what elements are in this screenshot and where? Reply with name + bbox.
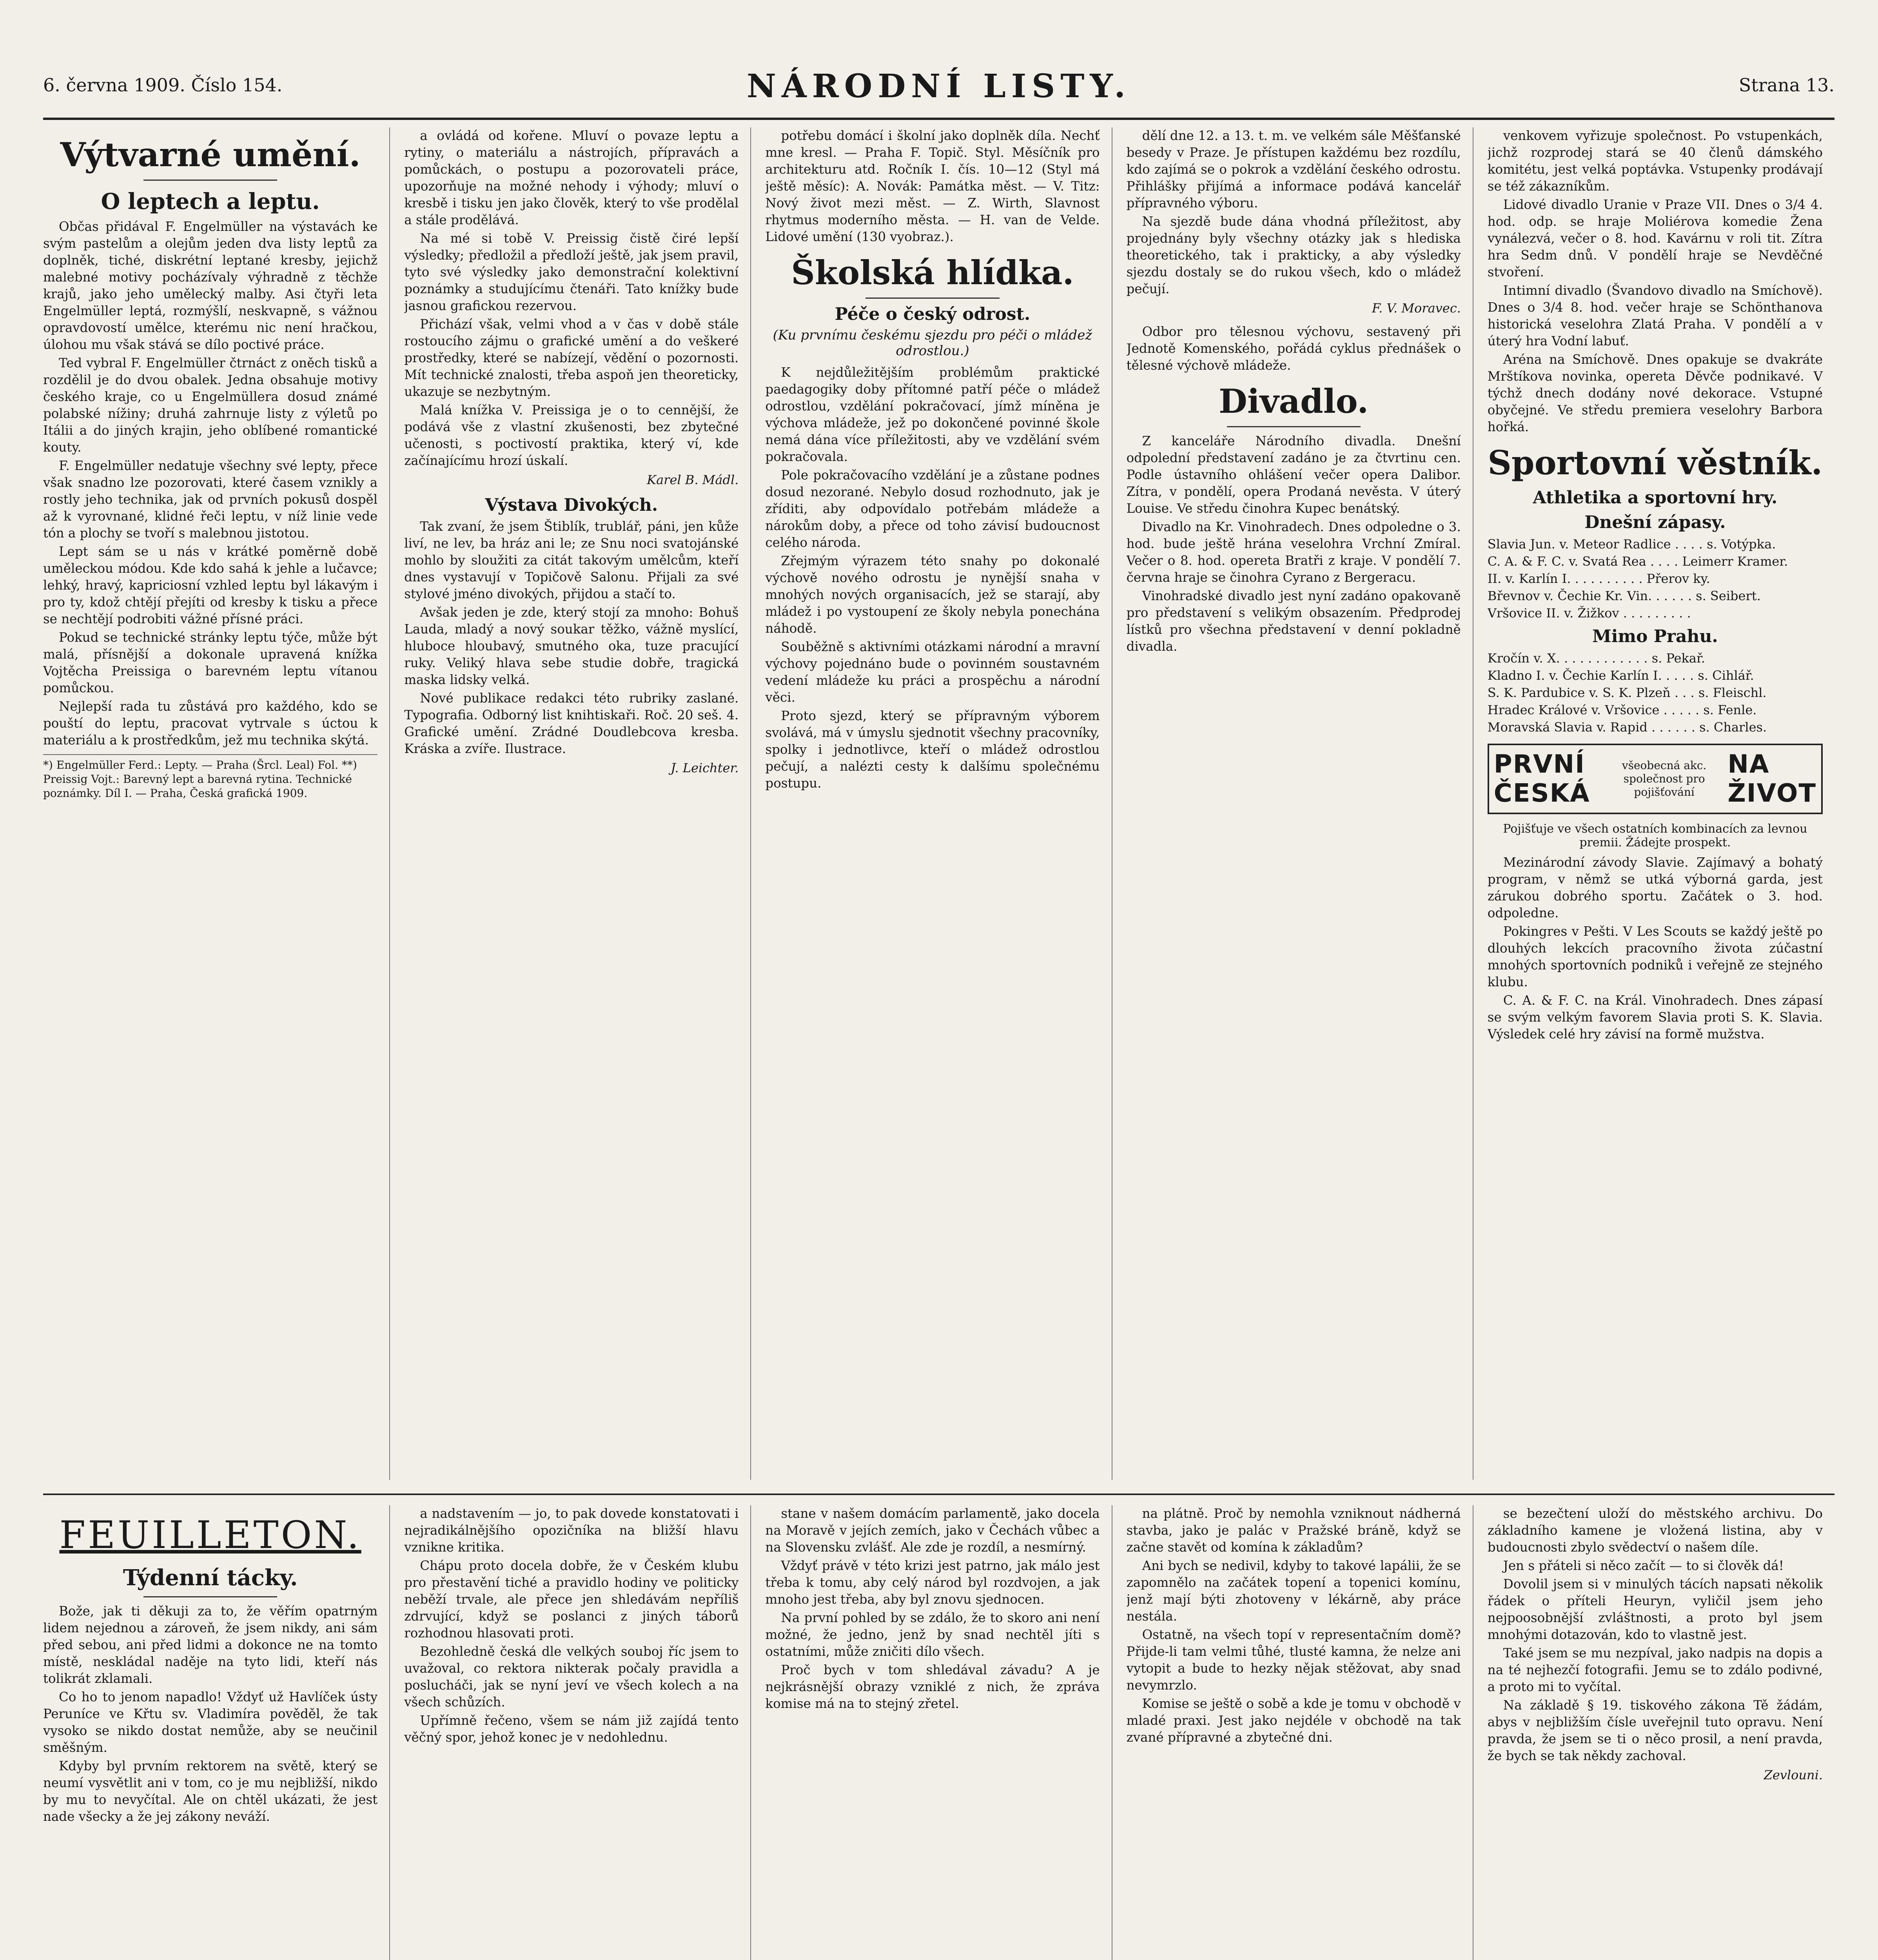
feuilleton-rule <box>43 1494 1834 1495</box>
paragraph: potřebu domácí i školní jako doplněk díla. Nechť mne kresl. — Praha F. Topič. Styl. Měsíčník pro architekturu atd. Ročník I. čís. 10—12 (Styl má ještě měsíc): A. Novák: Památka měst. — V. Titz: Nový život mezi měst. — Z. Wirth, Slavnost rhytmus moderního města. — H. van de Velde. Lidové umění (130 vyobraz.). <box>765 128 1100 244</box>
paragraph: Vždyť právě v této krizi jest patrno, jak málo jest třeba k tomu, aby celý národ byl rozdvojen, a jak mnoho jest třeba, aby byl znovu sjednocen. <box>765 1558 1100 1607</box>
upper-columns <box>43 127 1834 1480</box>
paragraph: Lept sám se u nás v krátké poměrně době uměleckou módou. Kde kdo sahá k jehle a lučavce; lehký, hravý, kapriciosní vzhled leptu byl lákavým i pro ty, kdož chtějí přejíti od kresby k tisku a přece se nechtějí podrobiti vážné přísné práci. <box>43 544 378 626</box>
paragraph: Intimní divadlo (Švandovo divadlo na Smíchově). Dnes o 3/4 8. hod. večer hraje se Schönthanova historická veselohra Zlatá Praha. V pondělí a v úterý hra Vodní labuť. <box>1487 283 1823 348</box>
paragraph: se bezečtení uloží do městského archivu. Do základního kamene je vložená listina, aby v budoucnosti zbylo svědectví o našem díle. <box>1487 1506 1823 1555</box>
lower-column-2 <box>404 1505 751 1960</box>
paragraph: Upřímně řečeno, všem se nám již zajídá tento věčný spor, jehož konec je v nedohlednu. <box>404 1713 739 1745</box>
newspaper-title: NÁRODNÍ LISTY. <box>747 67 1131 105</box>
result-row: Kročín v. X. . . . . . . . . . . . s. Pekař. <box>1487 651 1705 666</box>
paragraph: Přichází však, velmi vhod a v čas v době stále rostoucího zájmu o grafické umění a do veškeré prostředky, které se nabízejí, vědění o pozornosti. Mít technické znalosti, třeba aspoň jen theoreticky, ukazuje se nezbytným. <box>404 317 739 399</box>
paragraph: Na první pohled by se zdálo, že to skoro ani není možné, že jedno, jenž by snad nechtěl jíti s ostatními, může zničiti dílo všech. <box>765 1610 1100 1659</box>
ad-text-right: NA ŽIVOT <box>1727 750 1816 808</box>
column-4 <box>1127 127 1473 1480</box>
section-title-theatre: Divadlo. <box>1218 382 1369 421</box>
paragraph: Komise se ještě o sobě a kde je tomu v obchodě v mladé praxi. Jest jako nejdéle v obchodě na tak zvané přípravné a zbytečné dni. <box>1126 1696 1461 1745</box>
result-row: C. A. & F. C. v. Svatá Rea . . . . Leimerr Kramer. <box>1487 554 1788 569</box>
column-1 <box>43 127 390 1480</box>
paragraph: Ted vybral F. Engelmüller čtrnáct z oněch tisků a rozdělil je do dvou obalek. Jedna obsahuje motivy českého kraje, co u Engelmüllera dosud známé polabské nížiny; druhá zahrnuje listy z výletů po Itálii a do jiných krajin, jeho oblíbené romantické kouty. <box>43 356 378 455</box>
paragraph: Divadlo na Kr. Vinohradech. Dnes odpoledne o 3. hod. bude ještě hrána veselohra Vrchní Zmíral. Večer o 8. hod. opereta Bratři z kraje. V pondělí 7. června hraje se činohra Cyrano z Bergeracu. <box>1126 519 1461 585</box>
paragraph: dělí dne 12. a 13. t. m. ve velkém sále Měšťanské besedy v Praze. Je přístupen každému bez rozdílu, kdo zajímá se o pokrok a vzdělání českého odrostu. Přihlášky přijímá a informace podává kancelář přípravného výboru. <box>1126 128 1461 211</box>
paragraph: Proč bych v tom shledával závadu? A je nejkrásnější obrazy vzniklé z nich, že zpráva komise má na to stejný zřetel. <box>765 1662 1100 1711</box>
paragraph: Zřejmým výrazem této snahy po dokonalé výchově nového odrostu je nynější snaha v mnohých nových organisacích, jež se starají, aby mládež i po vystoupení ze školy nebyla ponechána náhodě. <box>765 554 1100 636</box>
section-title-sport: Sportovní věstník. <box>1488 443 1823 482</box>
results-table <box>1488 535 1823 622</box>
paragraph: Bože, jak ti děkuji za to, že věřím opatrným lidem nejednou a zároveň, že jsem nikdy, ani sám před sebou, ani před lidmi a dokonce ne na tomto místě, neskládal naděje na tyto lidi, kteří nás tolikrát zklamali. <box>43 1604 378 1686</box>
paragraph: Ani bych se nedivil, kdyby to takové lapálii, že se zapomnělo na začátek topení a topenici komínu, jenž mají býti zhotoveny v lékárně, aby práce nestála. <box>1126 1558 1461 1624</box>
feuilleton-subtitle: Týdenní tácky. <box>123 1565 298 1591</box>
paragraph: Pokud se technické stránky leptu týče, může být malá, přísnější a dokonale upravená knížka Vojtěcha Preissiga o barevném leptu vítanou pomůckou. <box>43 630 378 695</box>
paragraph: Souběžně s aktivními otázkami národní a mravní výchovy pojednáno bude o povinném soustavném vedení mládeže ku práci a prospěchu a národní věci. <box>765 639 1100 705</box>
page-number: Strana 13. <box>1738 74 1834 96</box>
divider <box>1227 426 1361 427</box>
paragraph: Aréna na Smíchově. Dnes opakuje se dvakráte Mrštíkova novinka, opereta Děvče podnikavé. V týchž dnech dodány nové dekorace. Vstupné obyčejné. Ve středu premiera veselohry Barbora hořká. <box>1487 352 1823 434</box>
result-row: Břevnov v. Čechie Kr. Vin. . . . . . s. Seibert. <box>1487 588 1761 603</box>
paragraph: Avšak jeden je zde, který stojí za mnoho: Bohuš Lauda, mladý a nový soukar těžko, vážně myslící, hluboce hloubavý, smutného oka, tuze pracující ruky. Veliký hlava sebe studie dobře, tragická maska lidsky velká. <box>404 605 739 687</box>
paragraph: Nejlepší rada tu zůstává pro každého, kdo se pouští do leptu, pracovat vytrvale s úctou k materiálu a k prostředkům, jež mu technika skýtá. <box>43 699 378 748</box>
paragraph: K nejdůležitějším problémům praktické paedagogiky doby přítomné patří péče o mládež odrostlou, vzdělání pokračovací, jímž míněna je výchova mládeže, jež po dokončené povinné škole nemá dána více příležitosti, aby ve vzdělání svém pokračovala. <box>765 365 1100 464</box>
ad-caption: Pojišťuje ve všech ostatních kombinacích za levnou premii. Žádejte prospekt. <box>1503 822 1807 849</box>
paragraph: Občas přidával F. Engelmüller na výstavách ke svým pastelům a olejům jeden dva listy leptů za doplněk, tiché, diskrétní leptané kresby, jejichž malebné motivy pocházívaly výhradně z těchže krajů, jako jeho umělecký malby. Asi čtyři leta Engelmüller leptá, rozmýšlí, neskvapně, s vážnou opravdovostí umělce, kterému nic není hračkou, úlohou mu však stává se dílo poctivé práce. <box>43 219 378 352</box>
signature: Zevlouni. <box>1764 1768 1823 1782</box>
paragraph: Lidové divadlo Uranie v Praze VII. Dnes o 3/4 4. hod. odp. se hraje Moliérova komedie Žena vynálezvá, večer o 8. hod. Kavárnu v roli tit. Zítra hra Sedm dnů. V pondělí hraje se Nevděčné stvoření. <box>1487 197 1823 279</box>
notice: Odbor pro tělesnou výchovu, sestavený při Jednotě Komenského, pořádá cyklus přednášek o tělesné výchově mládeže. <box>1126 324 1461 373</box>
paragraph: Tak zvaní, že jsem Štiblík, trublář, páni, jen kůže liví, ne lev, ba hráz ani le; ze Snu noci svatojánské mohlo by sloužiti za citát takovým umělcům, kteří dnes vystavují v Topičově Salonu. Přijali za své stylové jméno divokých, přijdou a stačí to. <box>404 519 739 601</box>
section-title-art: Výtvarné umění. <box>60 135 361 174</box>
paragraph: Bezohledně česká dle velkých souboj říc jsem to uvažoval, co rektora nikterak počaly pravidla a poslucháči, jak se nyní jeví ve všech kolech a na všech schůzích. <box>404 1644 739 1710</box>
article-title: Péče o český odrost. <box>835 304 1031 324</box>
paragraph: venkovem vyřizuje společnost. Po vstupenkách, jichž rozprodej stará se 40 členů dámského komitétu, jest velká poptávka. Vstupenky prodávají se též zákazníkům. <box>1487 128 1823 194</box>
column-2 <box>404 127 751 1480</box>
result-row: Vršovice II. v. Žižkov . . . . . . . . . <box>1487 606 1691 621</box>
paragraph: Chápu proto docela dobře, že v Českém klubu pro přestavění tiché a pravidlo hodiny ve politicky neběží trvale, ale přece jen shledávám nepříliš zdrvující, když se poslanci z jiných táborů rozhodnou hlasovati proti. <box>404 1558 739 1641</box>
paragraph: Kdyby byl prvním rektorem na světě, který se neumí vysvětlit ani v tom, co je mu nejbližší, nikdo by mu to nevyčítal. Ale on chtěl ukázati, že jest nade všecky a že jej zákony neváží. <box>43 1759 378 1824</box>
footnote: *) Engelmüller Ferd.: Lepty. — Praha (Šrcl. Leal) Fol. **) Preissig Vojt.: Barevný lept a barevná rytina. Technické poznámky. Díl I. — Praha, Česká grafická 1909. <box>43 754 377 800</box>
ad-text-left: PRVNÍ ČESKÁ <box>1493 750 1590 808</box>
result-row: Hradec Králové v. Vršovice . . . . . s. Fenle. <box>1487 702 1757 717</box>
paragraph: Pole pokračovacího vzdělání je a zůstane podnes dosud nezorané. Nebylo dosud rozhodnuto, jak je zříditi, aby odpovídalo potřebám mládeže a nárokům doby, a přece od toho závisí budoucnost celého národa. <box>765 468 1100 550</box>
lower-column-5 <box>1488 1505 1834 1960</box>
paragraph: Na mé si tobě V. Preissig čistě čiré lepší výsledky; předložil a předloží ještě, jak jsem pravil, tyto své výsledky jako demonstrační kolektivní poznámky a studujícímu čtenáři. Tato knížky bude jasnou grafickou rezervou. <box>404 231 739 313</box>
paragraph: C. A. & F. C. na Král. Vinohradech. Dnes zápasí se svým velkým favorem Slavia proti S. K. Slavia. Výsledek celé hry závisí na formě mužstva. <box>1487 993 1823 1042</box>
paragraph: Pokingres v Pešti. V Les Scouts se každý ještě po dlouhých lekcích pracovního života zúčastní mnohých sportovních podniků i veřejně ze stejného klubu. <box>1487 924 1823 989</box>
article-title: Výstava Divokých. <box>485 495 658 515</box>
paragraph: Na základě § 19. tiskového zákona Tě žádám, abys v nejbližším čísle uveřejnil tuto opravu. Není pravda, že jsem se ti o něco prosil, a není pravda, že bych se tak někdy zachoval. <box>1487 1698 1823 1763</box>
feuilleton-title: FEUILLETON. <box>59 1513 361 1557</box>
lower-column-1 <box>43 1505 390 1960</box>
results-table <box>1488 650 1823 736</box>
divider <box>866 298 999 299</box>
paragraph: Vinohradské divadlo jest nyní zadáno opakovaně pro představení s velikým obsazením. Předprodej lístků pro všechna představení v denní pokladně divadla. <box>1126 588 1461 654</box>
column-5 <box>1488 127 1834 1480</box>
paragraph: Proto sjezd, který se přípravným výborem svolává, má v úmyslu sjednotit všechny pracovníky, spolky i jednotlivce, kteří o mládež odrostlou pečují, a nalézti cesty k dalšímu společnému postupu. <box>765 708 1100 791</box>
divider <box>143 180 277 181</box>
column-3 <box>765 127 1112 1480</box>
article-subtitle: (Ku prvnímu českému sjezdu pro péči o mládež odrostlou.) <box>773 327 1092 359</box>
paragraph: Jen s přáteli si něco začít — to si člověk dá! <box>1503 1558 1784 1573</box>
paragraph: Mezinárodní závody Slavie. Zajímavý a bohatý program, v němž se utká výborná garda, jest zárukou dobrého sportu. Začátek o 3. hod. odpoledne. <box>1487 855 1823 920</box>
sport-subtitle: Dnešní zápasy. <box>1584 512 1726 532</box>
paragraph: Malá knížka V. Preissiga je o to cennější, že podává vše z vlastní zkušenosti, bez zbytečné učenosti, s poctivostí praktika, který ví, kde začínajícímu hrozí úskalí. <box>404 403 739 468</box>
result-row: Slavia Jun. v. Meteor Radlice . . . . s. Votýpka. <box>1487 537 1776 552</box>
paragraph: Z kanceláře Národního divadla. Dnešní odpolední představení zadáno je za čtvrtinu cen. Podle ústavního ohlášení večer opera Dalibor. Zítra, v pondělí, opera Prodaná nevěsta. V úterý Louise. Ve středu činohra Kupec benátský. <box>1126 434 1461 516</box>
signature: J. Leichter. <box>671 760 739 775</box>
signature: F. V. Moravec. <box>1372 301 1461 316</box>
masthead <box>43 59 1834 120</box>
paragraph: Dovolil jsem si v minulých tácích napsati několik řádek o příteli Heuryn, vyličil jsem jeho nejpoosobnější zvláštnosti, a proto byl jsem mnohými dotazován, kdo to vlastně jest. <box>1487 1577 1823 1642</box>
paragraph: a ovládá od kořene. Mluví o povaze leptu a rytiny, o materiálu a nástrojích, přípravách a pomůckách, o postupu a pozorovateli práce, upozorňuje na možné nehody i výhody; mluví o kresbě i tisku jen jako člověk, který to vše prodělal a stále prodělává. <box>404 128 739 227</box>
book-notes: Nové publikace redakci této rubriky zaslané. Typografia. Odborný list knihtiskaři. Roč. 20 seš. 4. Grafické umění. Zrádné Doudlebcova kresba. Kráska a zvíře. Ilustrace. <box>404 691 739 756</box>
lower-column-4 <box>1127 1505 1473 1960</box>
paragraph: na plátně. Proč by nemohla vzniknout nádherná stavba, jako je palác v Pražské bráně, když se začne stavět od komína k základům? <box>1126 1506 1461 1555</box>
lower-column-3 <box>765 1505 1112 1960</box>
insurance-advertisement <box>1488 744 1823 814</box>
paragraph: F. Engelmüller nedatuje všechny své lepty, přece však snadno lze pozorovati, které časem vznikly a rostly jeho technika, jak od prvních pokusů dospěl až k vyrovnané, klidné řeči leptu, v níž linie vede tón a plochy se tvoří s malebnou jistotou. <box>43 458 378 541</box>
section-title-school: Školská hlídka. <box>791 253 1074 292</box>
sport-subtitle: Athletika a sportovní hry. <box>1533 488 1778 508</box>
signature: Karel B. Mádl. <box>647 472 739 487</box>
paragraph: a nadstavením — jo, to pak dovede konstatovati i nejradikálnějšího opozičníka na bližší hlavu vznikne kritika. <box>404 1506 739 1555</box>
paragraph: Ostatně, na všech topí v representačním domě? Přijde-li tam velmi tůhé, tlusté kamna, že nelze ani vytopit a bude to hezky nějak stěžovat, aby snad nevymrzlo. <box>1126 1627 1461 1693</box>
issue-date: 6. června 1909. Číslo 154. <box>43 74 283 96</box>
result-row: Moravská Slavia v. Rapid . . . . . . s. Charles. <box>1487 720 1767 735</box>
result-row: Kladno I. v. Čechie Karlín I. . . . . s. Cihlář. <box>1487 668 1754 683</box>
paragraph: Co ho to jenom napadlo! Vždyť už Havlíček ústy Peruníce ve Křtu sv. Vladimíra pověděl, že tak vysoko se nikdo dostat nemůže, aby se neučinil směšným. <box>43 1690 378 1755</box>
newspaper-page <box>43 59 1834 1960</box>
lower-columns <box>43 1505 1834 1960</box>
ad-text-middle: všeobecná akc. společnost pro pojišťování <box>1622 759 1707 799</box>
article-title: O leptech a leptu. <box>101 189 320 214</box>
result-row: II. v. Karlín I. . . . . . . . . . Přerov ky. <box>1487 571 1710 586</box>
sport-subtitle: Mimo Prahu. <box>1592 626 1718 646</box>
divider <box>143 1596 277 1597</box>
paragraph: Na sjezdě bude dána vhodná příležitost, aby projednány byly všechny otázky jak s hlediska theoretického, tak i prakticky, a aby výsledky sjezdu dostaly se do rukou všech, kdo o mládež pečují. <box>1126 214 1461 296</box>
paragraph: stane v našem domácím parlamentě, jako docela na Moravě v jejích zemích, jako v Čechách vůbec a na Slovensku zvlášť. Ale zde je rozdíl, a nesmírný. <box>765 1506 1100 1555</box>
result-row: S. K. Pardubice v. S. K. Plzeň . . . s. Fleischl. <box>1487 685 1767 700</box>
paragraph: Také jsem se mu nezpíval, jako nadpis na dopis a na té nejhezčí fotografii. Jemu se to zdálo podivné, a proto mi to vyčítal. <box>1487 1646 1823 1694</box>
